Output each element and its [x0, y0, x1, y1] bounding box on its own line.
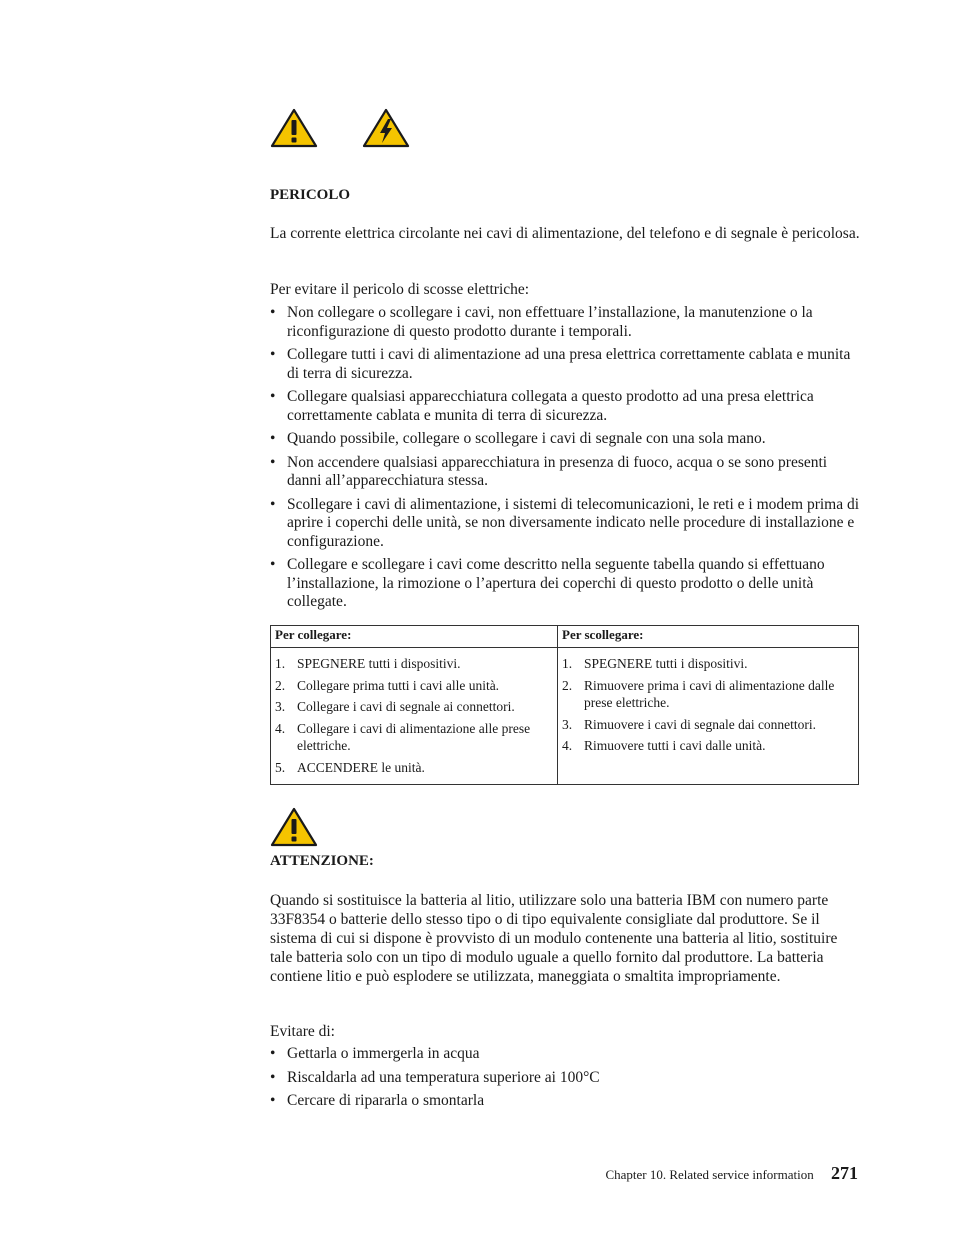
list-item: • Riscaldarla ad una temperatura superiore ai 100°C [270, 1069, 862, 1088]
list-item [275, 720, 553, 755]
connect-steps [275, 655, 553, 776]
list-item [275, 677, 553, 695]
list-item: • Collegare tutti i cavi di alimentazione ad una presa elettrica correttamente cablata e munita di terra di sicurezza. [270, 346, 862, 383]
chapter-title: Chapter 10. Related service information [605, 1167, 814, 1182]
disconnect-steps [562, 655, 854, 755]
step-text: Rimuovere tutti i cavi dalle unità. [584, 738, 766, 753]
cable-procedure-table [270, 625, 859, 785]
step-number: 5. [275, 759, 286, 775]
caution-heading: ATTENZIONE: [270, 853, 374, 869]
warning-triangle-icon [270, 108, 318, 148]
list-item: • Gettarla o immergerla in acqua [270, 1045, 862, 1064]
step-number: 4. [562, 738, 573, 753]
step-number: 3. [275, 699, 286, 714]
list-item [562, 716, 854, 734]
list-item: • Quando possibile, collegare o scollegare i cavi di segnale con una sola mano. [270, 430, 862, 449]
table-header-disconnect: Per scollegare: [558, 626, 859, 648]
danger-bullet-list [270, 304, 862, 617]
list-item [275, 698, 553, 716]
step-text: ACCENDERE le unità. [297, 759, 425, 775]
list-item: • Collegare e scollegare i cavi come descritto nella seguente tabella quando si effettuano l’installazione, la rimozione o l’apertura dei coperchi di questo prodotto o delle unità collegate. [270, 556, 862, 612]
step-number: 3. [562, 716, 573, 732]
step-number: 2. [562, 677, 573, 693]
step-number: 1. [562, 656, 573, 671]
connect-steps-cell [271, 648, 558, 785]
list-item [275, 759, 553, 777]
caution-body: Quando si sostituisce la batteria al litio, utilizzare solo una batteria IBM con numero parte 33F8354 o batterie dello stesso tipo o di tipo equivalente consigliate dal produttore. Se il sistema di cui si dispone è provvisto di un modulo contenente una batteria al litio, sostituire tale batteria solo con un tipo di modulo uguale a quello fornito dal produttore. La batteria contiene litio e può esplodere se utilizzata, maneggiata o smaltita impropriamente. [270, 892, 838, 985]
list-item [562, 655, 854, 673]
table-header-connect: Per collegare: [271, 626, 558, 648]
list-item: • Scollegare i cavi di alimentazione, i sistemi di telecomunicazioni, le reti e i modem prima di aprire i coperchi delle unità, se non diversamente indicato nelle procedure di installazione e configurazione. [270, 496, 862, 552]
danger-heading: PERICOLO [270, 187, 351, 203]
high-voltage-icon [362, 108, 410, 148]
caution-bullet-list [270, 1045, 862, 1116]
list-item [562, 737, 854, 755]
list-item [275, 655, 553, 673]
step-text: Rimuovere prima i cavi di alimentazione dalle prese elettriche. [584, 677, 835, 710]
danger-lead: Per evitare il pericolo di scosse elettriche: [270, 281, 530, 298]
step-text: Collegare i cavi di alimentazione alle prese elettriche. [297, 720, 531, 753]
list-item: • Non collegare o scollegare i cavi, non effettuare l’installazione, la manutenzione o la riconfigurazione di questo prodotto durante i temporali. [270, 304, 862, 341]
page-footer [605, 1163, 858, 1184]
caution-lead: Evitare di: [270, 1023, 335, 1040]
list-item: • Cercare di ripararla o smontarla [270, 1092, 862, 1111]
step-number: 1. [275, 656, 286, 671]
disconnect-steps-cell [558, 648, 859, 785]
page-number: 271 [831, 1163, 858, 1183]
list-item: • Non accendere qualsiasi apparecchiatura in presenza di fuoco, acqua o se sono presenti danni all’apparecchiatura stessa. [270, 454, 862, 491]
list-item: • Collegare qualsiasi apparecchiatura collegata a questo prodotto ad una presa elettrica correttamente cablata e munita di terra di sicurezza. [270, 388, 862, 425]
step-text: Rimuovere i cavi di segnale dai connettori. [584, 716, 817, 732]
step-text: SPEGNERE tutti i dispositivi. [297, 656, 461, 671]
step-number: 2. [275, 677, 286, 693]
step-number: 4. [275, 720, 286, 736]
danger-intro: La corrente elettrica circolante nei cavi di alimentazione, del telefono e di segnale è pericolosa. [270, 225, 860, 242]
warning-triangle-icon [270, 807, 318, 847]
step-text: Collegare i cavi di segnale ai connettori. [297, 699, 515, 714]
step-text: Collegare prima tutti i cavi alle unità. [297, 677, 500, 693]
list-item [562, 677, 854, 712]
step-text: SPEGNERE tutti i dispositivi. [584, 656, 748, 671]
